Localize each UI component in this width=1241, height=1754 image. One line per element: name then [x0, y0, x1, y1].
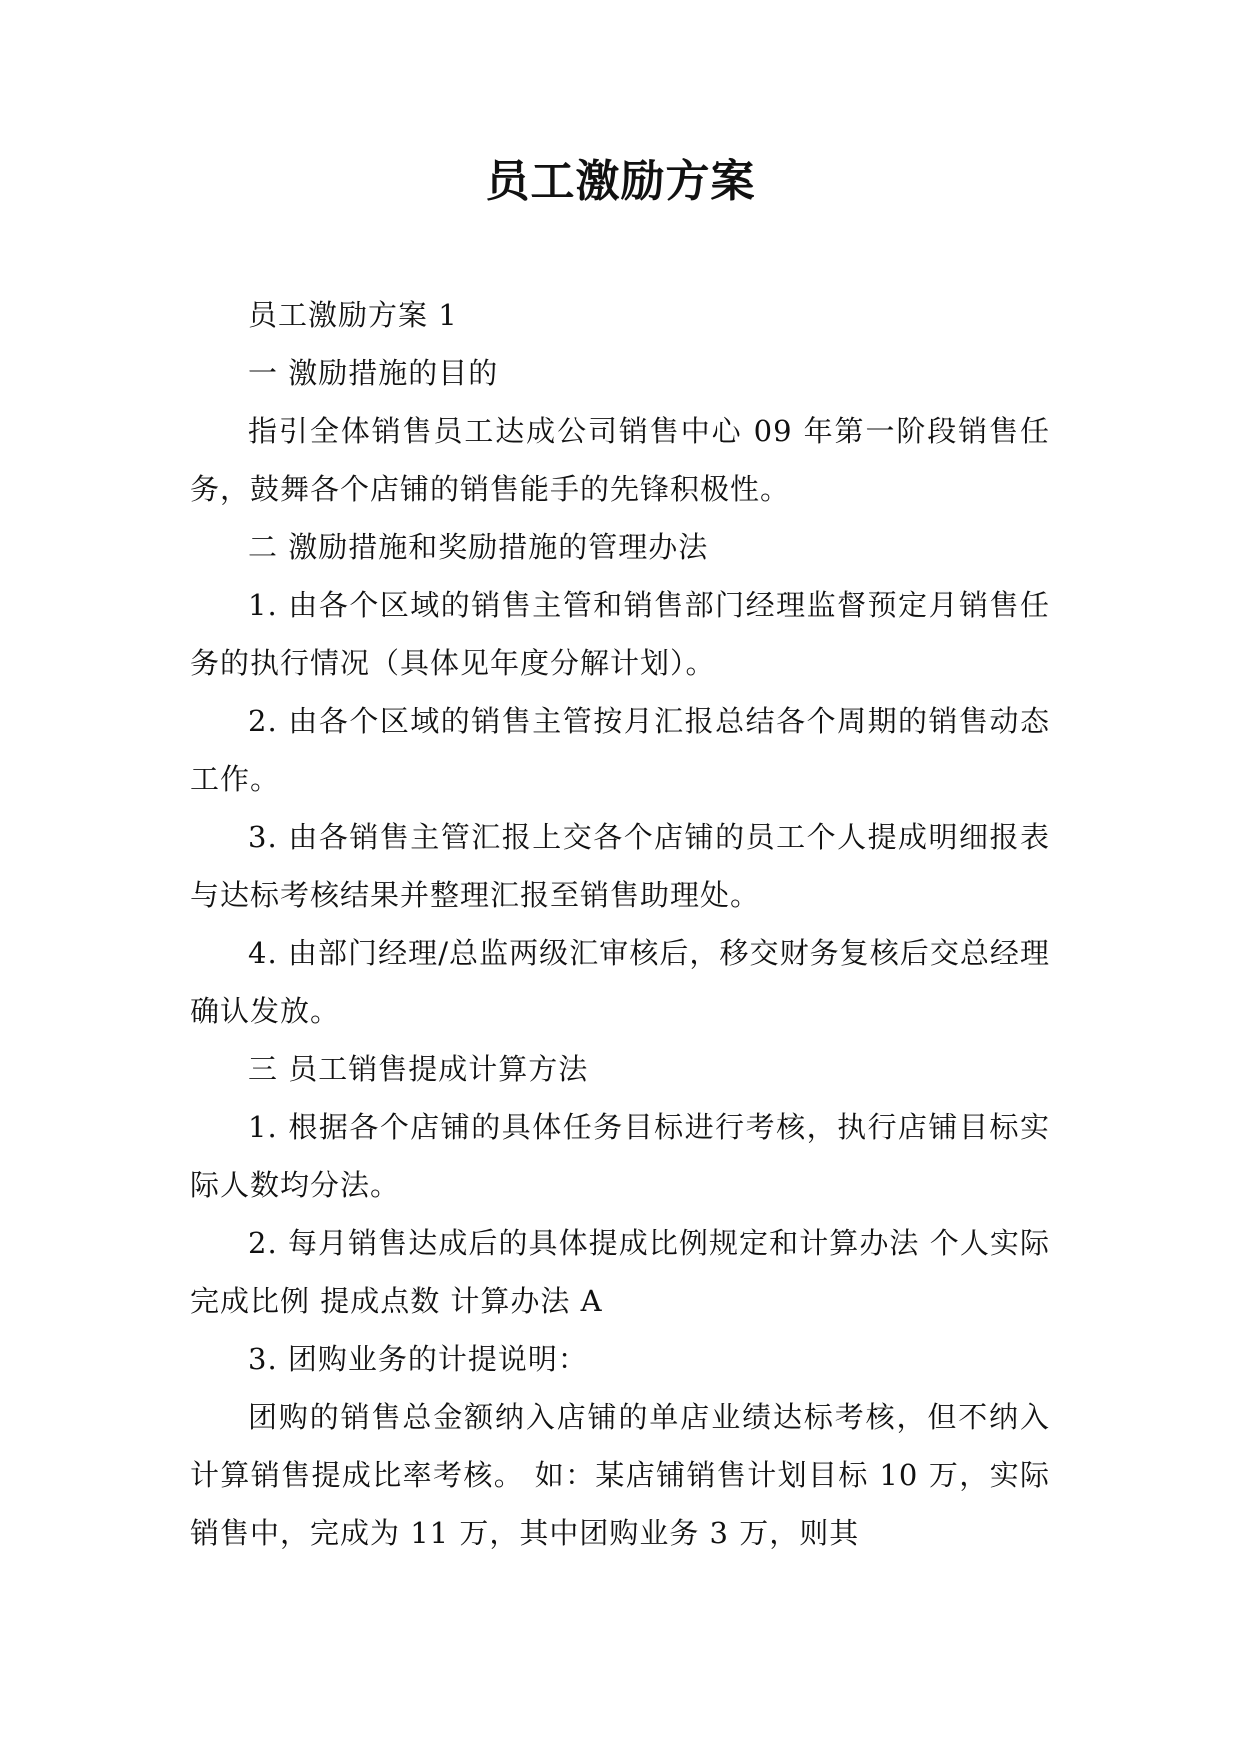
paragraph-section-one: 一 激励措施的目的: [248, 356, 499, 390]
paragraph-section-three: 三 员工销售提成计算方法: [248, 1052, 589, 1086]
paragraph-item-3-1: 1. 根据各个店铺的具体任务目标进行考核，执行店铺目标实际人数均分法。: [190, 1110, 1050, 1202]
paragraph-item-3-2: 2. 每月销售达成后的具体提成比例规定和计算办法 个人实际完成比例 提成点数 计算办法 A: [190, 1226, 1050, 1318]
paragraph-purpose: 指引全体销售员工达成公司销售中心 09 年第一阶段销售任务，鼓舞各个店铺的销售能手的先锋积极性。: [190, 414, 1050, 506]
paragraph-item-3-3: 3. 团购业务的计提说明：: [248, 1342, 588, 1376]
paragraph-section-two: 二 激励措施和奖励措施的管理办法: [248, 530, 709, 564]
paragraph-group-purchase: 团购的销售总金额纳入店铺的单店业绩达标考核，但不纳入计算销售提成比率考核。 如：某店铺销售计划目标 10 万，实际销售中，完成为 11 万，其中团购业务 3 万，则其: [190, 1400, 1050, 1550]
paragraph-plan-heading: 员工激励方案 1: [248, 298, 458, 332]
paragraph-item-2-3: 3. 由各销售主管汇报上交各个店铺的员工个人提成明细报表与达标考核结果并整理汇报至销售助理处。: [190, 820, 1050, 912]
paragraph-item-2-4: 4. 由部门经理/总监两级汇审核后，移交财务复核后交总经理确认发放。: [190, 936, 1050, 1028]
document-title: 员工激励方案: [485, 156, 756, 207]
paragraph-item-2-2: 2. 由各个区域的销售主管按月汇报总结各个周期的销售动态工作。: [190, 704, 1050, 796]
paragraph-item-2-1: 1. 由各个区域的销售主管和销售部门经理监督预定月销售任务的执行情况（具体见年度分解计划）。: [190, 588, 1050, 680]
document-body: [190, 286, 1050, 1562]
